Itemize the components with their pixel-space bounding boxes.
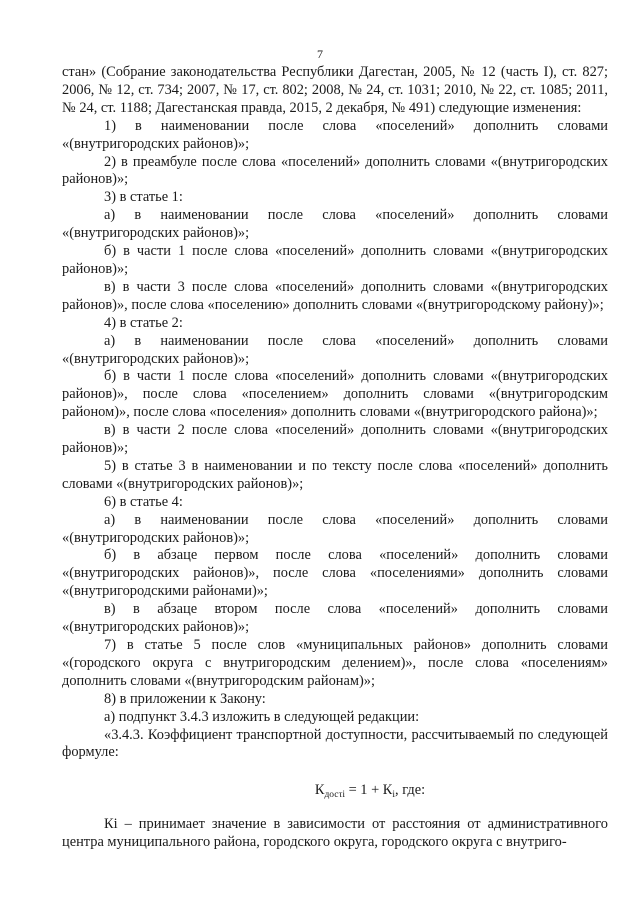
paragraph: 8) в приложении к Закону: [104,690,266,707]
paragraph: а) в наименовании после слова «поселений» дополнить словами «(внутригородских районов)»; [62,332,608,367]
paragraph: 3) в статье 1: [104,189,183,206]
paragraph: а) в наименовании после слова «поселений» дополнить словами «(внутригородских районов)»; [62,207,608,242]
paragraph: 7) в статье 5 после слов «муниципальных районов» дополнить словами «(городского округа с внутригородским делением)», после слова «поселениям» дополнить словами «(внутригородским районам)»; [62,637,608,689]
formula-explanation [62,816,608,852]
paragraph: б) в части 1 после слова «поселений» дополнить словами «(внутригородских районов)», после слова «поселением» дополнить словами «(внутригородским районом)», после слова «поселения» дополнить словами «(внутригородского района)»; [62,368,608,421]
paragraph: а) подпункт 3.4.3 изложить в следующей редакции: [104,708,420,725]
paragraph: «3.4.3. Коэффициент транспортной доступности, рассчитываемый по следующей формуле: [62,726,608,761]
paragraph: б) в абзаце первом после слова «поселений» дополнить словами «(внутригородских районов)», после слова «поселениями» дополнить словами «(внутригородскими районами)»; [62,547,608,600]
paragraph: в) в абзаце втором после слова «поселений» дополнить словами «(внутригородских районов)»; [62,601,608,636]
paragraph: Кi – принимает значение в зависимости от расстояния от административного центра муниципального района, городского округа, городского округа с внутриго- [62,816,608,851]
formula-rhs-subscript: i [392,790,396,801]
formula-lhs: К [314,782,325,799]
formula [62,782,608,805]
formula-middle: = 1 + К [344,782,393,799]
paragraph: 4) в статье 2: [104,314,183,331]
paragraph: в) в части 2 после слова «поселений» дополнить словами «(внутригородских районов)»; [62,422,608,457]
paragraph: 6) в статье 4: [104,493,183,510]
amendment-list [62,64,608,762]
paragraph: 1) в наименовании после слова «поселений» дополнить словами «(внутригородских районов)»; [62,117,608,152]
paragraph: в) в части 3 после слова «поселений» дополнить словами «(внутригородских районов)», после слова «поселению» дополнить словами «(внутригородскому району)»; [62,278,608,313]
page-number: 7 [317,47,323,61]
formula-lhs-subscript: досτi [324,790,345,801]
paragraph: б) в части 1 после слова «поселений» дополнить словами «(внутригородских районов)»; [62,243,608,277]
paragraph: 5) в статье 3 в наименовании и по тексту после слова «поселений» дополнить словами «(внутригородских районов)»; [62,457,608,492]
document-body [62,64,608,852]
paragraph: стан» (Собрание законодательства Республики Дагестан, 2005, № 12 (часть I), ст. 827; 2006, № 12, ст. 734; 2007, № 17, ст. 802; 2008, № 24, ст. 1031; 2010, № 22, ст. 1085; 2011, № 24, ст. 1188; Дагестанская правда, 2015, 2 декабря, № 491) следующие изменения: [62,64,608,116]
paragraph: а) в наименовании после слова «поселений» дополнить словами «(внутригородских районов)»; [62,511,608,546]
formula-tail: , где: [395,782,426,799]
paragraph: 2) в преамбуле после слова «поселений» дополнить словами «(внутригородских районов)»; [62,153,608,188]
